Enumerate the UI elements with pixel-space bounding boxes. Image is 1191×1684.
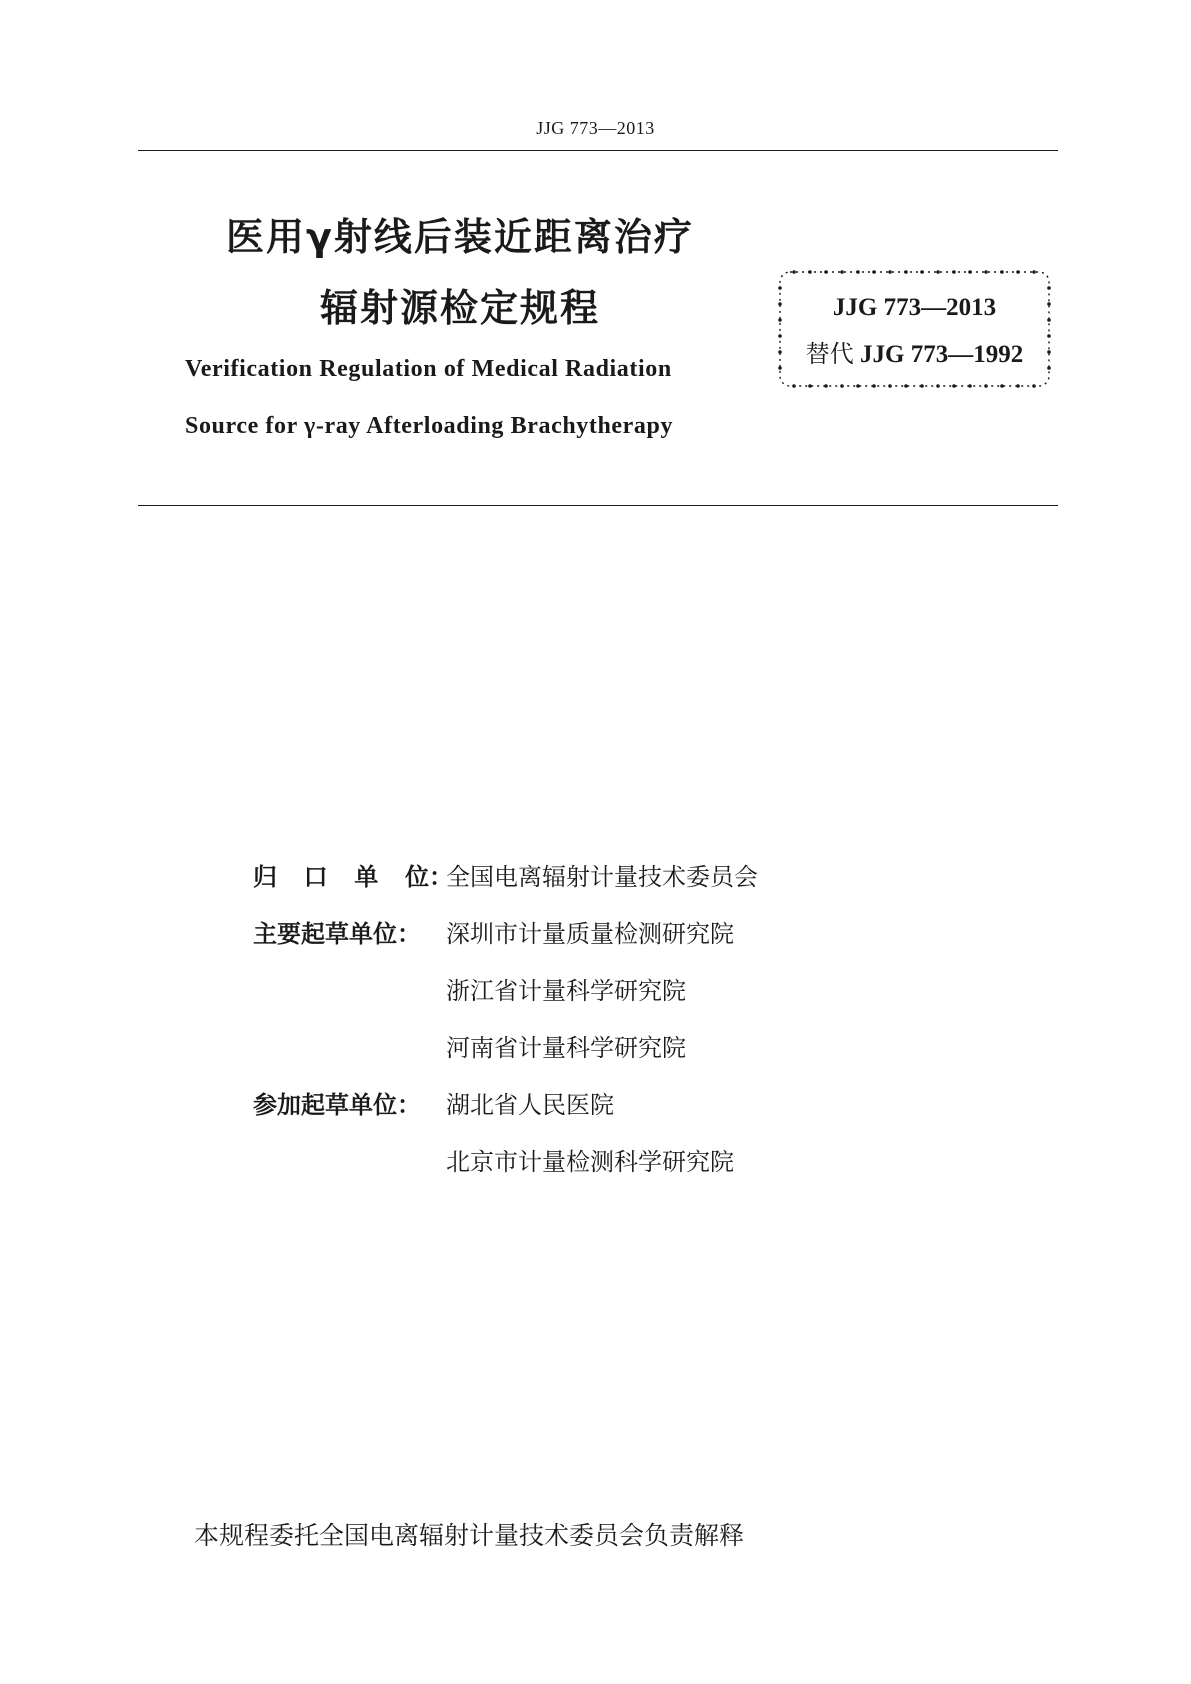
current-code: JJG 773—2013 xyxy=(832,294,997,321)
border-dot xyxy=(792,270,796,274)
border-dot xyxy=(856,270,860,274)
participating-label: 参加起草单位： xyxy=(253,1091,421,1119)
replace-prefix: 替代 xyxy=(805,340,854,368)
border-dot xyxy=(1032,384,1036,388)
border-dot xyxy=(808,384,812,388)
border-dot xyxy=(840,384,844,388)
border-dot xyxy=(840,270,844,274)
org-row-participating-2 xyxy=(253,1150,734,1174)
border-dot xyxy=(1047,286,1051,290)
border-dot xyxy=(952,270,956,274)
interpretation-note: 本规程委托全国电离辐射计量技术委员会负责解释 xyxy=(194,1521,745,1550)
org-row-responsible xyxy=(253,865,758,889)
border-dot xyxy=(856,384,860,388)
participating-org-2: 北京市计量检测科学研究院 xyxy=(446,1148,734,1176)
title-cn-line1: 医用γ射线后装近距离治疗 xyxy=(226,215,694,259)
border-dot xyxy=(984,384,988,388)
main-drafting-label: 主要起草单位： xyxy=(253,920,421,948)
border-dot xyxy=(872,270,876,274)
border-dot xyxy=(1000,270,1004,274)
border-dot xyxy=(1016,384,1020,388)
border-dot xyxy=(920,384,924,388)
standard-code-box xyxy=(776,268,1053,390)
header-rule xyxy=(138,150,1058,151)
border-dot xyxy=(824,270,828,274)
border-dot xyxy=(920,270,924,274)
title-en-line2: Source for γ-ray Afterloading Brachytherapy xyxy=(185,413,674,439)
border-dot xyxy=(888,384,892,388)
border-dot xyxy=(792,384,796,388)
border-dot xyxy=(952,384,956,388)
border-dot xyxy=(808,270,812,274)
org-row-main-drafting-2 xyxy=(253,979,686,1003)
border-dot xyxy=(1000,384,1004,388)
border-dot xyxy=(888,270,892,274)
participating-org-1: 湖北省人民医院 xyxy=(446,1091,614,1119)
border-dot xyxy=(872,384,876,388)
border-dot xyxy=(936,270,940,274)
running-header-code: JJG 773—2013 xyxy=(536,118,655,138)
responsible-label: 归口单位 xyxy=(253,863,429,891)
replaced-code-line xyxy=(776,334,1053,369)
main-drafting-org-2: 浙江省计量科学研究院 xyxy=(446,977,686,1005)
title-en-line1: Verification Regulation of Medical Radiation xyxy=(185,356,672,382)
border-dot xyxy=(968,270,972,274)
border-dot xyxy=(904,270,908,274)
title-cn-line2: 辐射源检定规程 xyxy=(319,286,600,330)
main-drafting-org-3: 河南省计量科学研究院 xyxy=(446,1034,686,1062)
responsible-label-wrap xyxy=(253,863,453,891)
border-dot xyxy=(984,270,988,274)
border-dot xyxy=(904,384,908,388)
decorative-border-icon xyxy=(776,268,1053,390)
border-dot xyxy=(1016,270,1020,274)
border-dot xyxy=(824,384,828,388)
border-dot xyxy=(968,384,972,388)
border-dot xyxy=(936,384,940,388)
responsible-value: 全国电离辐射计量技术委员会 xyxy=(446,863,758,891)
org-row-participating xyxy=(253,1093,614,1117)
replaced-code: JJG 773—1992 xyxy=(860,341,1024,368)
org-row-main-drafting xyxy=(253,922,734,946)
responsible-colon: ： xyxy=(429,863,453,891)
org-row-main-drafting-3 xyxy=(253,1036,686,1060)
border-dot xyxy=(1032,270,1036,274)
main-drafting-org-1: 深圳市计量质量检测研究院 xyxy=(446,920,734,948)
border-dot xyxy=(778,286,782,290)
title-bottom-rule xyxy=(138,505,1058,506)
